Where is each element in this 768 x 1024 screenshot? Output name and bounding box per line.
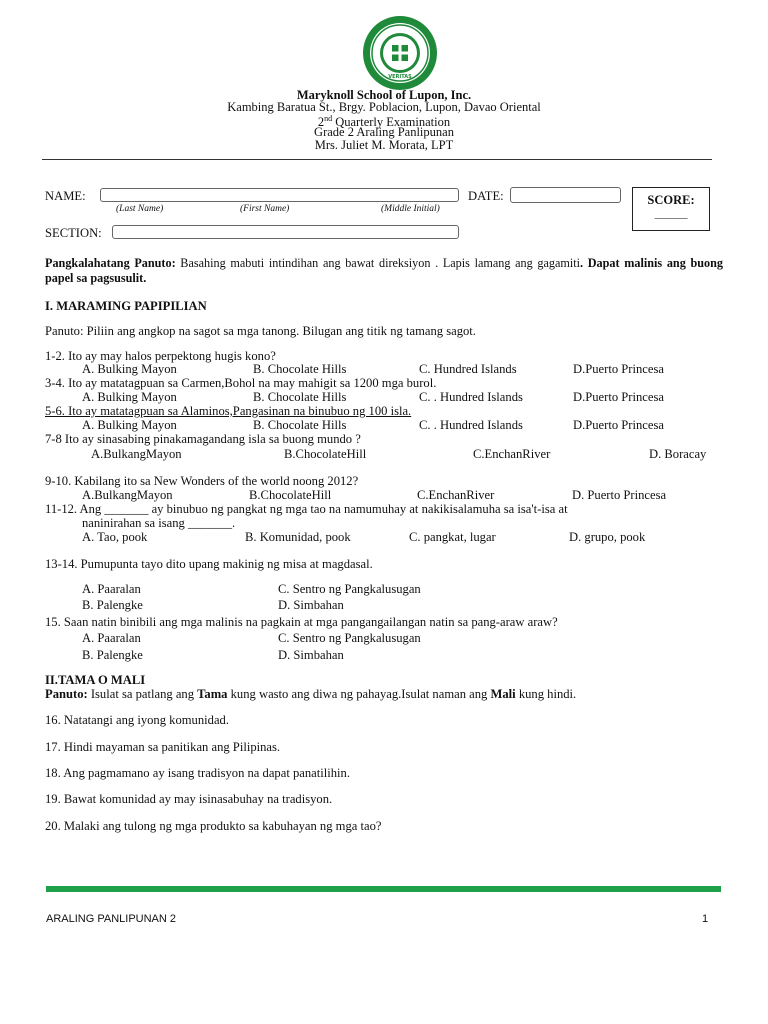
first-name-hint: (First Name) bbox=[240, 204, 290, 214]
q7-choice-b[interactable]: B. Palengke bbox=[82, 598, 143, 612]
question-18: 18. Ang pagmamano ay isang tradisyon na dapat panatilihin. bbox=[45, 766, 350, 780]
q1-choice-d[interactable]: D.Puerto Princesa bbox=[573, 362, 664, 376]
school-address: Kambing Baratua St., Brgy. Poblacion, Lupon, Davao Oriental bbox=[227, 100, 541, 114]
q6-choice-a[interactable]: A. Tao, pook bbox=[82, 530, 148, 544]
score-blank: ______ bbox=[654, 208, 688, 220]
q2-choice-b[interactable]: B. Chocolate Hills bbox=[253, 390, 347, 404]
q3-choice-c[interactable]: C. . Hundred Islands bbox=[419, 418, 523, 432]
q8-choice-c[interactable]: C. Sentro ng Pangkalusugan bbox=[278, 631, 421, 645]
section1-title: I. MARAMING PAPIPILIAN bbox=[45, 299, 207, 313]
q3-choice-b[interactable]: B. Chocolate Hills bbox=[253, 418, 347, 432]
question-13-14: 13-14. Pumupunta tayo dito upang makinig ng misa at magdasal. bbox=[45, 557, 373, 571]
section-label: SECTION: bbox=[45, 226, 102, 240]
header-divider bbox=[42, 159, 712, 160]
school-seal-logo bbox=[360, 14, 440, 92]
question-19: 19. Bawat komunidad ay may isinasabuhay na tradisyon. bbox=[45, 792, 333, 806]
q6-choice-b[interactable]: B. Komunidad, pook bbox=[245, 530, 351, 544]
question-7-8: 7-8 Ito ay sinasabing pinakamagandang isla sa buong mundo ? bbox=[45, 432, 361, 446]
question-20: 20. Malaki ang tulong ng mga produkto sa kabuhayan ng mga tao? bbox=[45, 819, 382, 833]
section1-instruction: Panuto: Piliin ang angkop na sagot sa mga tanong. Bilugan ang titik ng tamang sagot. bbox=[45, 324, 476, 338]
footer-label: ARALING PANLIPUNAN 2 bbox=[46, 913, 177, 925]
q2-choice-a[interactable]: A. Bulking Mayon bbox=[82, 390, 177, 404]
date-label: DATE: bbox=[468, 189, 504, 203]
score-label: SCORE: bbox=[647, 193, 695, 207]
q8-choice-b[interactable]: B. Palengke bbox=[82, 648, 143, 662]
middle-initial-hint: (Middle Initial) bbox=[381, 204, 440, 214]
q7-choice-d[interactable]: D. Simbahan bbox=[278, 598, 344, 612]
q4-choice-a[interactable]: A.BulkangMayon bbox=[91, 447, 182, 461]
q8-choice-a[interactable]: A. Paaralan bbox=[82, 631, 141, 645]
q3-choice-a[interactable]: A. Bulking Mayon bbox=[82, 418, 177, 432]
question-11-12-cont: naninirahan sa isang _______. bbox=[82, 516, 236, 530]
general-instruction: Pangkalahatang Panuto: Basahing mabuti intindihan ang bawat direksiyon . Lapis lamang ang gagamiti. Dapat malinis ang buong papel sa pagsusulit. bbox=[45, 256, 723, 285]
date-field[interactable] bbox=[510, 187, 621, 203]
section-field[interactable] bbox=[112, 225, 459, 239]
exam-title: 2nd Quarterly Examination bbox=[317, 114, 451, 130]
last-name-hint: (Last Name) bbox=[116, 204, 164, 214]
question-1-2: 1-2. Ito ay may halos perpektong hugis kono? bbox=[45, 349, 276, 363]
name-label: NAME: bbox=[45, 189, 86, 203]
q2-choice-d[interactable]: D.Puerto Princesa bbox=[573, 390, 664, 404]
section2-title: II.TAMA O MALI bbox=[45, 673, 146, 687]
score-box[interactable] bbox=[632, 187, 710, 231]
q4-choice-b[interactable]: B.ChocolateHill bbox=[284, 447, 367, 461]
q2-choice-c[interactable]: C. . Hundred Islands bbox=[419, 390, 523, 404]
question-17: 17. Hindi mayaman sa panitikan ang Pilipinas. bbox=[45, 740, 281, 754]
name-field[interactable] bbox=[100, 188, 459, 202]
teacher-name: Mrs. Juliet M. Morata, LPT bbox=[314, 138, 454, 152]
footer-bar bbox=[46, 886, 721, 892]
section2-instruction: Panuto: Isulat sa patlang ang Tama kung wasto ang diwa ng pahayag.Isulat naman ang Mali kung hindi. bbox=[45, 687, 577, 701]
q7-choice-c[interactable]: C. Sentro ng Pangkalusugan bbox=[278, 582, 421, 596]
q7-choice-a[interactable]: A. Paaralan bbox=[82, 582, 141, 596]
question-9-10: 9-10. Kabilang ito sa New Wonders of the world noong 2012? bbox=[45, 474, 359, 488]
q5-choice-c[interactable]: C.EnchanRiver bbox=[417, 488, 495, 502]
q4-choice-d[interactable]: D. Boracay bbox=[649, 447, 707, 461]
q5-choice-d[interactable]: D. Puerto Princesa bbox=[572, 488, 667, 502]
question-15: 15. Saan natin binibili ang mga malinis na pagkain at mga pangangailangan natin sa pang-araw araw? bbox=[45, 615, 558, 629]
question-11-12: 11-12. Ang _______ ay binubuo ng pangkat ng mga tao na namumuhay at nakikisalamuha sa isa't-isa at bbox=[45, 502, 568, 516]
page-number: 1 bbox=[702, 913, 709, 925]
q3-choice-d[interactable]: D.Puerto Princesa bbox=[573, 418, 664, 432]
q1-choice-b[interactable]: B. Chocolate Hills bbox=[253, 362, 347, 376]
seal-motto: VERITAS bbox=[388, 74, 412, 80]
q1-choice-a[interactable]: A. Bulking Mayon bbox=[82, 362, 177, 376]
q4-choice-c[interactable]: C.EnchanRiver bbox=[473, 447, 551, 461]
q6-choice-c[interactable]: C. pangkat, lugar bbox=[409, 530, 496, 544]
question-16: 16. Natatangi ang iyong komunidad. bbox=[45, 713, 229, 727]
exam-subject: Grade 2 Araling Panlipunan bbox=[314, 125, 454, 139]
school-name: Maryknoll School of Lupon, Inc. bbox=[296, 88, 472, 102]
q6-choice-d[interactable]: D. grupo, pook bbox=[569, 530, 646, 544]
q5-choice-b[interactable]: B.ChocolateHill bbox=[249, 488, 332, 502]
question-3-4: 3-4. Ito ay matatagpuan sa Carmen,Bohol na may mahigit sa 1200 mga burol. bbox=[45, 376, 437, 390]
question-5-6: 5-6. Ito ay matatagpuan sa Alaminos,Pangasinan na binubuo ng 100 isla. bbox=[45, 404, 412, 418]
q5-choice-a[interactable]: A.BulkangMayon bbox=[82, 488, 173, 502]
q1-choice-c[interactable]: C. Hundred Islands bbox=[419, 362, 517, 376]
q8-choice-d[interactable]: D. Simbahan bbox=[278, 648, 344, 662]
